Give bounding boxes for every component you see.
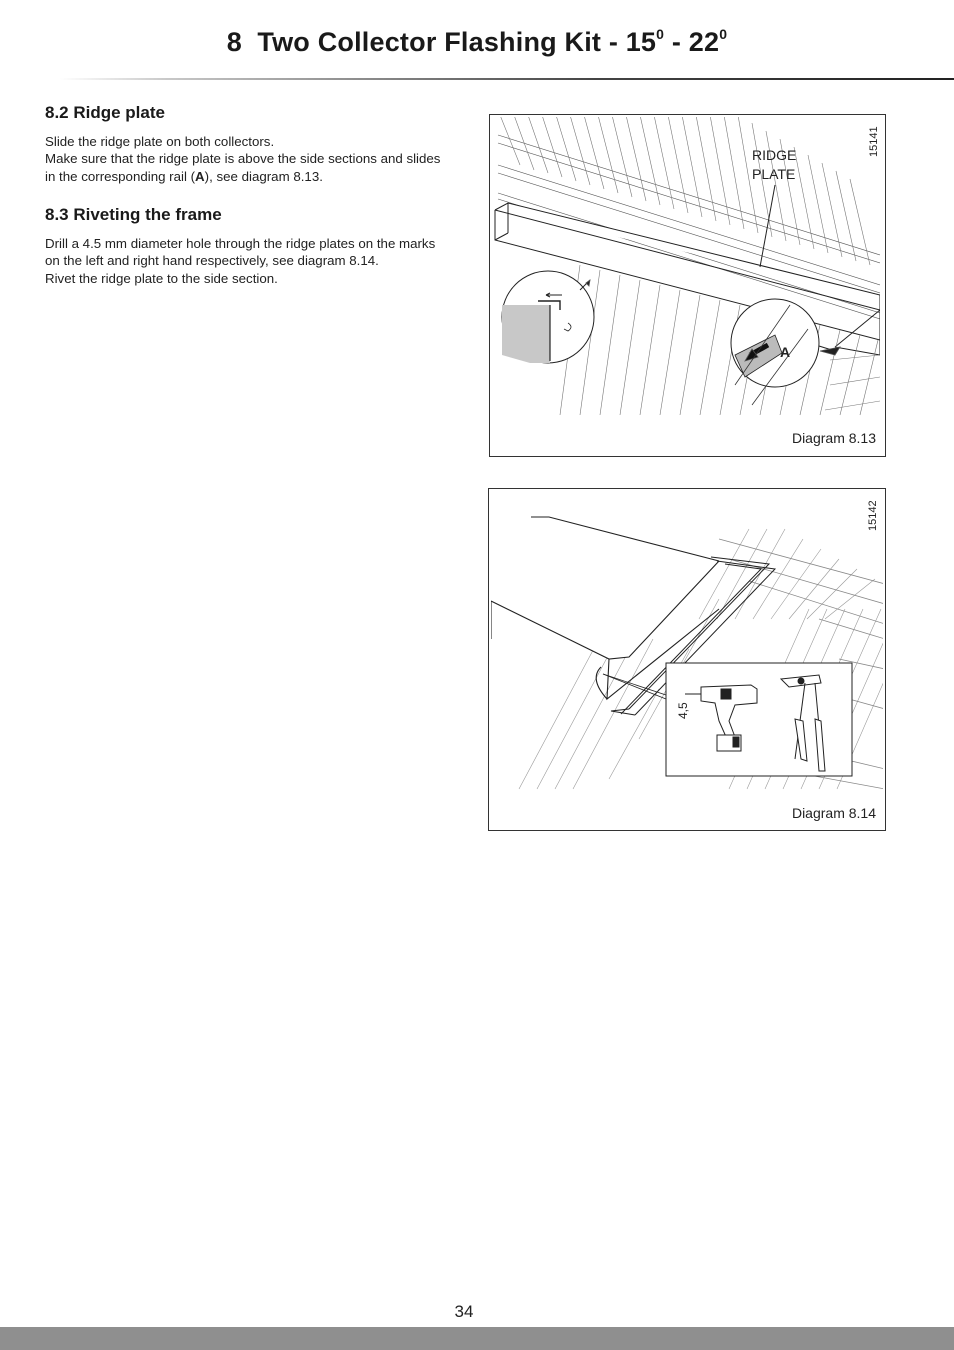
title-text: Two Collector Flashing Kit - 15 xyxy=(257,27,657,57)
section-body-riveting xyxy=(45,235,445,287)
riveting-illustration xyxy=(489,489,885,830)
page-number: 34 xyxy=(454,1302,474,1321)
section-heading-riveting: 8.3 Riveting the frame xyxy=(45,205,222,224)
diagram-caption: Diagram 8.14 xyxy=(791,805,876,821)
diagram-8-14 xyxy=(488,488,886,831)
ridge-plate-illustration xyxy=(490,115,885,456)
drawing-reference-number: 15142 xyxy=(867,500,879,531)
diagram-8-13 xyxy=(489,114,886,457)
section-heading-ridge-plate: 8.2 Ridge plate xyxy=(45,103,165,122)
plate-label: PLATE xyxy=(752,166,796,182)
ridge-plate-line-2-end: ), see diagram 8.13. xyxy=(204,168,323,184)
title-mid: - 22 xyxy=(664,27,720,57)
title-divider xyxy=(60,78,954,80)
degree-superscript-2: 0 xyxy=(719,26,728,42)
ridge-plate-line-2 xyxy=(45,150,445,185)
riveting-line-2: Rivet the ridge plate to the side section. xyxy=(45,270,278,286)
page-title xyxy=(0,26,954,58)
drill-size-label: 4,5 xyxy=(676,702,690,719)
rail-reference-a: A xyxy=(195,168,205,184)
ridge-label: RIDGE xyxy=(752,147,797,163)
detail-circle-left xyxy=(502,271,594,363)
ridge-plate-line-1: Slide the ridge plate on both collectors. xyxy=(45,134,275,149)
diagram-caption: Diagram 8.13 xyxy=(791,430,876,446)
drawing-reference-number: 15141 xyxy=(868,126,880,157)
degree-superscript-1: 0 xyxy=(656,26,665,42)
footer-bar xyxy=(0,1327,954,1350)
riveting-line-1: Drill a 4.5 mm diameter hole through the ridge plates on the marks on the left and right hand respectively, see diagram 8.14. xyxy=(45,236,436,269)
chapter-number: 8 xyxy=(226,27,243,57)
section-body-ridge-plate xyxy=(45,133,445,185)
ridge-plate-line-2-text: Make sure that the ridge plate is above the side sections and slides in the corresponding rail ( xyxy=(45,151,441,184)
rail-label-a: A xyxy=(780,344,791,360)
